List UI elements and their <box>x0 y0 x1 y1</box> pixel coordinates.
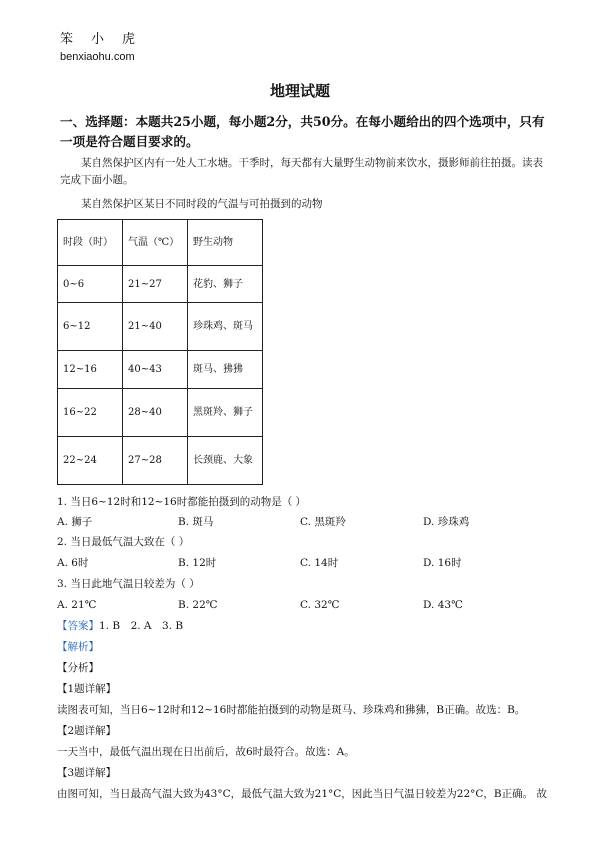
question-intro: 某自然保护区内有一处人工水塘。干季时，每天都有大量野生动物前来饮水，摄影师前往拍摄。读表完成下面小题。 <box>60 157 543 186</box>
answer-text: 1. B 2. A 3. B <box>99 620 184 632</box>
header <box>60 32 153 64</box>
option-c[interactable]: C. 黑斑羚 <box>300 516 346 528</box>
answer-line <box>57 619 547 633</box>
option-a[interactable]: A. 狮子 <box>57 516 93 528</box>
analysis-label: 【解析】 <box>57 641 99 653</box>
table-header-cell: 气温（℃） <box>123 220 188 266</box>
option-c[interactable]: C. 32℃ <box>300 599 340 611</box>
table-header-row <box>58 220 263 266</box>
table-cell: 6~12 <box>58 303 123 351</box>
option-d[interactable]: D. 16时 <box>423 557 462 569</box>
table-cell: 21~40 <box>123 303 188 351</box>
detail-3-label: 【3题详解】 <box>57 767 117 779</box>
table-header-cell: 野生动物 <box>188 220 263 266</box>
detail-2-text: 一天当中，最低气温出现在日出前后，故6时最符合。故选：A。 <box>57 746 355 758</box>
question-stem: 3. 当日此地气温日较差为（ ） <box>57 578 200 590</box>
answer-label: 【答案】 <box>57 620 99 632</box>
detail-3-text: 由图可知，当日最高气温大致为43°C，最低气温大致为21°C，因此当日气温日较差为22°C，B正确。 故 <box>57 788 547 800</box>
table-cell: 40~43 <box>123 351 188 389</box>
option-a[interactable]: A. 21℃ <box>57 599 97 611</box>
table-row <box>58 389 263 437</box>
table-header-cell: 时段（时） <box>58 220 123 266</box>
table-cell: 21~27 <box>123 266 188 303</box>
table-cell: 27~28 <box>123 437 188 485</box>
option-d[interactable]: D. 珍珠鸡 <box>423 516 470 528</box>
table-cell: 0~6 <box>58 266 123 303</box>
question-stem: 1. 当日6~12时和12~16时都能拍摄到的动物是（ ） <box>57 496 307 508</box>
table-row <box>58 303 263 351</box>
table-cell: 花豹、狮子 <box>188 266 263 303</box>
section-heading: 一、选择题：本题共25小题，每小题2分，共50分。在每小题给出的四个选项中，只有一项是符合题目要求的。 <box>60 114 545 149</box>
detail-1-text: 读图表可知，当日6~12时和12~16时都能拍摄到的动物是斑马、珍珠鸡和狒狒，B正确。故选：B。 <box>57 704 526 716</box>
table-cell: 黑斑羚、狮子 <box>188 389 263 437</box>
table-cell: 珍珠鸡、斑马 <box>188 303 263 351</box>
detail-2-label: 【2题详解】 <box>57 725 117 737</box>
table-cell: 斑马、狒狒 <box>188 351 263 389</box>
table-cell: 16~22 <box>58 389 123 437</box>
site-url[interactable]: benxiaohu.com <box>60 51 135 63</box>
table-row <box>58 351 263 389</box>
option-d[interactable]: D. 43℃ <box>423 599 463 611</box>
table-cell: 28~40 <box>123 389 188 437</box>
table-caption: 某自然保护区某日不同时段的气温与可拍摄到的动物 <box>81 198 323 210</box>
option-a[interactable]: A. 6时 <box>57 557 89 569</box>
option-b[interactable]: B. 12时 <box>178 557 217 569</box>
table-cell: 长颈鹿、大象 <box>188 437 263 485</box>
option-b[interactable]: B. 斑马 <box>178 516 214 528</box>
table-cell: 22~24 <box>58 437 123 485</box>
option-c[interactable]: C. 14时 <box>300 557 339 569</box>
detail-1-label: 【1题详解】 <box>57 683 117 695</box>
fenxi-label: 【分析】 <box>57 662 99 674</box>
brand-name: 笨小虎 <box>60 32 154 47</box>
table-row <box>58 266 263 303</box>
data-table <box>57 219 263 485</box>
document-title: 地理试题 <box>269 82 330 100</box>
table-row <box>58 437 263 485</box>
table-cell: 12~16 <box>58 351 123 389</box>
question-stem: 2. 当日最低气温大致在（ ） <box>57 536 190 548</box>
option-b[interactable]: B. 22℃ <box>178 599 218 611</box>
